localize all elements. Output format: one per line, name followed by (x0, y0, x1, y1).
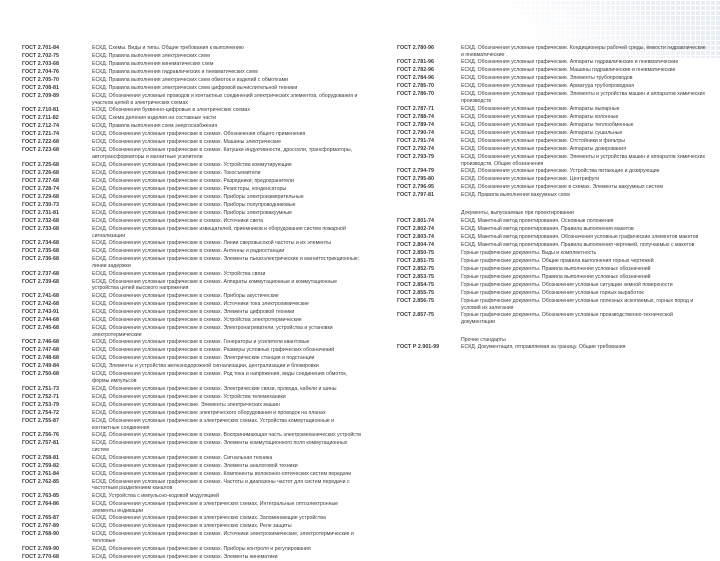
standard-title: ЕСКД. Обозначения условные графические в схемах. Сигнальная техника (92, 454, 273, 461)
standard-code: ГОСТ 2.732-68 (22, 217, 60, 224)
standard-row (397, 336, 707, 344)
standard-code: ГОСТ 2.762-85 (22, 478, 60, 485)
standard-code: ГОСТ 2.784-96 (397, 75, 435, 82)
standard-code: ГОСТ 2.744-68 (22, 317, 60, 324)
standard-title: ЕСКД. Обозначения условные графические в схемах. Катушки индуктивности, дроссели, трансформаторы, автотрансформаторы и магнитные усилители (92, 147, 353, 161)
standard-title: ЕСКД. Обозначения условные графические в схемах. Элементы коммутационного поля коммутационных систем (92, 440, 348, 453)
standard-title: ЕСКД. Обозначения условные графические. Аппараты теплообменные (461, 121, 634, 128)
standard-title: ЕСКД. Обозначения условные графические в схемах. Разрядники; предохранители (92, 177, 294, 184)
standard-row (22, 346, 362, 354)
standard-code: ГОСТ 2.764-86 (22, 501, 60, 508)
standard-row (22, 161, 362, 169)
standard-row (22, 278, 362, 292)
standard-code: ГОСТ 2.708-81 (22, 85, 60, 91)
standard-code: ГОСТ 2.763-85 (22, 493, 60, 500)
standard-code: ГОСТ 2.730-73 (22, 201, 60, 208)
standard-title: ЕСКД. Обозначения условные графические. Элементы и устройства машин и аппаратов химических производств. Общие обозначения (461, 153, 706, 167)
standard-code: ГОСТ 2.757-81 (22, 440, 60, 447)
standard-code: ГОСТ 2.851-75 (397, 257, 435, 264)
standard-row (397, 121, 707, 129)
standard-title: ЕСКД. Макетный метод проектирования. Основные положения (461, 217, 614, 224)
standard-code: ГОСТ 2.855-75 (397, 289, 435, 296)
standard-code: ГОСТ 2.789-74 (397, 121, 435, 128)
standard-title: ЕСКД. Обозначения условные графические в схемах. Компоненты волоконно-оптических систем передачи (92, 470, 352, 477)
standard-code: ГОСТ 2.770-68 (22, 553, 60, 560)
standard-row (22, 76, 362, 84)
standard-title: ЕСКД. Обозначения условные графические извещателей, приемников и оборудования систем пожарной сигнализации (92, 225, 346, 239)
standard-title: Горные графические документы. Общие правила выполнения горных чертежей (461, 257, 654, 264)
standard-code: ГОСТ 2.726-68 (22, 169, 60, 176)
standard-code: ГОСТ 2.781-96 (397, 59, 435, 66)
standard-row (22, 530, 362, 544)
standard-row (22, 417, 362, 431)
standard-title: ЕСКД. Обозначения условные графические. Аппараты выпарные (461, 105, 620, 112)
standard-code (397, 209, 461, 210)
standard-code: ГОСТ 2.795-80 (397, 176, 435, 183)
standard-code: ГОСТ 2.704-76 (22, 69, 60, 75)
standard-row (22, 401, 362, 409)
standard-code: ГОСТ 2.796-95 (397, 184, 435, 191)
standard-title: ЕСКД. Обозначения условные графические в электрических схемах. Интегральные оптоэлектронные элементы индикации (92, 501, 339, 514)
standard-title: ЕСКД. Обозначения условные графические в схемах. Токосъемители (92, 169, 261, 176)
standard-title: ЕСКД. Обозначения условные графические. Элементы трубопроводов (461, 75, 633, 82)
standard-row (397, 297, 707, 311)
section-gap (397, 199, 707, 209)
standard-code: ГОСТ 2.769-90 (22, 545, 60, 552)
standard-title: ЕСКД. Устройства с импульсно-кодовой модуляцией (92, 493, 220, 500)
standard-row (22, 522, 362, 530)
standard-row (397, 44, 707, 58)
standard-title: ЕСКД. Обозначения условные графические в схемах. Элементы кинематики (92, 553, 278, 560)
standard-row (22, 545, 362, 553)
standard-title: ЕСКД. Обозначения условные графические в схемах. Приборы акустические (92, 293, 279, 300)
standard-code: ГОСТ 2.792-74 (397, 145, 435, 152)
standard-title: ЕСКД. Элементы и устройства железнодорожной сигнализации, централизации и блокировки (92, 363, 319, 370)
standard-code: ГОСТ 2.727-68 (22, 177, 60, 184)
standard-code: ГОСТ 2.701-84 (22, 45, 60, 51)
right-column (397, 44, 707, 351)
standard-code: ГОСТ 2.804-74 (397, 241, 435, 248)
standard-row (22, 316, 362, 324)
standard-row (397, 233, 707, 241)
standard-row (397, 241, 707, 249)
standard-title: ЕСКД. Обозначения условные графические. Элементы электрических машин (92, 401, 280, 408)
standard-title: ЕСКД. Обозначения условные графические в схемах. Приборы полупроводниковые (92, 201, 296, 208)
standard-title: ЕСКД. Обозначения условные графические в схемах. Электрические связи, провода, кабели и шины (92, 385, 337, 392)
left-column (22, 44, 362, 561)
standard-code: ГОСТ 2.748-68 (22, 355, 60, 362)
standard-row (397, 129, 707, 137)
standard-title: ЕСКД. Обозначения условные графические в схемах. Элементы пьезоэлектрические и магнитострикционные; линии задержки (92, 256, 360, 269)
standard-row (22, 92, 362, 106)
standard-code: ГОСТ 2.747-68 (22, 347, 60, 354)
standard-title: ЕСКД. Обозначения буквенно-цифровые в электрических схемах (92, 107, 251, 114)
standard-title: ЕСКД. Обозначения условные графические. Аппараты сушильные (461, 129, 623, 136)
standard-code: ГОСТ 2.722-68 (22, 139, 60, 146)
standard-title: ЕСКД. Обозначения условные графические. Кондиционеры рабочей среды, ёмкости гидравлические и пневматические (461, 45, 706, 58)
standard-code: ГОСТ 2.752-71 (22, 393, 60, 400)
standard-row (22, 300, 362, 308)
standard-title: ЕСКД. Обозначения условные графические в схемах. Источники света (92, 217, 264, 224)
standard-code: ГОСТ 2.725-68 (22, 161, 60, 168)
standard-code: ГОСТ 2.856-75 (397, 297, 435, 304)
standard-code: ГОСТ 2.794-79 (397, 168, 435, 175)
standard-row (397, 191, 707, 199)
standard-title: ЕСКД. Обозначения условные графические в схемах. Генераторы и усилители квантовые (92, 339, 310, 346)
standard-title: ЕСКД. Документация, отправляемая за границу. Общие требования (461, 344, 626, 351)
standard-code: ГОСТ 2.790-74 (397, 129, 435, 136)
standard-title: ЕСКД. Правила выполнения электрических схем (92, 53, 210, 59)
standard-title: ЕСКД. Обозначения условные графические. Отстойники и фильтры (461, 137, 626, 144)
standard-row (397, 145, 707, 153)
standard-title: ЕСКД. Обозначения условные графические. Центрифуги (461, 176, 600, 183)
standard-title: Горные графические документы. Обозначения условные ситуации земной поверхности (461, 281, 673, 288)
standard-code: ГОСТ 2.761-84 (22, 470, 60, 477)
standard-row (397, 225, 707, 233)
standard-code: ГОСТ 2.803-74 (397, 233, 435, 240)
standard-row (22, 185, 362, 193)
standard-title: ЕСКД. Обозначения условные графические в электрических схемах. Реле защиты (92, 523, 292, 530)
standard-code: ГОСТ 2.850-75 (397, 249, 435, 256)
standard-code: ГОСТ 2.745-68 (22, 325, 60, 332)
standard-code: ГОСТ 2.731-81 (22, 209, 60, 216)
standard-title: ЕСКД. Правила выполнения вакуумных схем (461, 192, 570, 199)
standard-row (397, 273, 707, 281)
standard-row (22, 68, 362, 76)
standard-code: ГОСТ 2.702-75 (22, 53, 60, 59)
standard-row (22, 462, 362, 470)
standard-row (397, 265, 707, 273)
standard-row (397, 311, 707, 325)
standard-row (22, 470, 362, 478)
standard-title: ЕСКД. Макетный метод проектирования. Правила выполнения чертежей, получаемых с макетов (461, 241, 695, 248)
standard-title: ЕСКД. Макетный метод проектирования. Обозначения условные графические элементов макетов (461, 233, 699, 240)
standard-code: ГОСТ 2.754-72 (22, 409, 60, 416)
standard-title: ЕСКД. Обозначения условные графические в схемах. Антенны и радиостанции (92, 248, 285, 255)
standard-title: ЕСКД. Обозначения условные графические. Аппараты колонные (461, 113, 619, 120)
standard-title: ЕСКД. Обозначения условные графические в схемах. Электронагреватели, устройства и установки электротермические (92, 325, 333, 338)
standard-row (22, 385, 362, 393)
standard-row (397, 113, 707, 121)
standard-title: ЕСКД. Обозначения условные графические в схемах. Машины электрические (92, 139, 282, 146)
standard-row (397, 90, 707, 104)
standard-row (397, 137, 707, 145)
standard-row (22, 553, 362, 561)
standard-title: ЕСКД. Обозначения условные графические в схемах. Источники электрохимические, электротермические и тепловые (92, 531, 354, 545)
standard-code: ГОСТ 2.791-74 (397, 137, 435, 144)
standard-title: ЕСКД. Обозначения условные графические электрического оборудования и проводок на планах (92, 409, 326, 416)
standard-title: ЕСКД. Обозначения условные графические в схемах. Элементы цифровой техники (92, 309, 295, 316)
standard-row (22, 292, 362, 300)
standard-title: ЕСКД. Обозначения условные проводов и контактных соединений электрических элементов, оборудования и участков цепей в электрических схемах (92, 93, 358, 106)
standard-code: ГОСТ 2.852-75 (397, 265, 435, 272)
standard-row (397, 249, 707, 257)
standard-row (397, 105, 707, 113)
standard-row (22, 370, 362, 384)
standard-code: ГОСТ 2.729-68 (22, 193, 60, 200)
standard-code: ГОСТ 2.712-74 (22, 123, 60, 130)
standard-code: ГОСТ 2.787-71 (397, 105, 435, 112)
standard-code: ГОСТ 2.768-90 (22, 531, 60, 538)
standard-title: ЕСКД. Правила выполнения кинематических схем (92, 61, 214, 67)
standard-code: ГОСТ 2.786-70 (397, 91, 435, 98)
standard-code: ГОСТ 2.723-68 (22, 147, 60, 154)
standard-row (397, 167, 707, 175)
standard-row (22, 106, 362, 114)
standard-code: ГОСТ 2.857-75 (397, 312, 435, 319)
standard-code: ГОСТ 2.741-68 (22, 293, 60, 300)
section-gap (397, 326, 707, 336)
standard-row (22, 201, 362, 209)
standard-title: ЕСКД. Обозначения условные графические в схемах. Устройства связи (92, 270, 266, 277)
standard-code: ГОСТ 2.749-84 (22, 363, 60, 370)
standard-title: Прочие стандарты (461, 336, 506, 343)
standard-row (22, 44, 362, 52)
standard-title: ЕСКД. Схемы. Виды и типы. Общие требования к выполнению (92, 45, 244, 51)
standard-title: ЕСКД. Правила выполнения схем энергоснабжения (92, 123, 218, 130)
standard-code: ГОСТ 2.788-74 (397, 113, 435, 120)
standard-code: ГОСТ 2.709-89 (22, 93, 60, 99)
standard-title: Горные графические документы. Правила выполнения условных обозначений (461, 273, 651, 280)
standard-code: ГОСТ 2.751-73 (22, 385, 60, 392)
standard-row (22, 193, 362, 201)
standard-row (22, 209, 362, 217)
standard-title: ЕСКД. Правила выполнения электрических схем обмоток и изделий с обмотками (92, 77, 289, 83)
standard-title: ЕСКД. Обозначения условные графические. Элементы и устройства машин и аппаратов химических производств (461, 91, 706, 105)
standard-code: ГОСТ 2.797-81 (397, 192, 435, 199)
standard-row (397, 175, 707, 183)
standard-title: Горные графические документы. Обозначения условные производственно-технической документации (461, 312, 673, 326)
standard-code: ГОСТ 2.782-96 (397, 67, 435, 74)
standard-code: ГОСТ 2.753-79 (22, 401, 60, 408)
standard-row (22, 146, 362, 160)
standard-code: ГОСТ 2.785-70 (397, 83, 435, 90)
standard-title: ЕСКД. Обозначения условные графические в схемах. Электрические станции и подстанции (92, 355, 315, 362)
standard-row (397, 183, 707, 191)
standard-code: ГОСТ 2.767-89 (22, 523, 60, 530)
standard-title: ЕСКД. Обозначения условные графические. Аппараты гидравлические и пневматические (461, 59, 679, 66)
standard-row (397, 58, 707, 66)
standard-row (22, 270, 362, 278)
standard-title: ЕСКД. Обозначения условные графические в схемах. Обозначения общего применения (92, 131, 306, 138)
standard-code: ГОСТ 2.728-74 (22, 185, 60, 192)
standard-row (22, 122, 362, 130)
standard-row (22, 500, 362, 514)
standard-title: ЕСКД. Обозначения условные графические в схемах. Элементы вакуумных систем (461, 184, 663, 191)
standard-row (22, 217, 362, 225)
standard-row (397, 66, 707, 74)
standard-title: ЕСКД. Обозначения условные графические в схемах. Линии сверхвысокой частоты и их элементы (92, 240, 332, 247)
standard-title: ЕСКД. Обозначения условные графические в схемах. Устройства телемеханики (92, 393, 286, 400)
standard-row (22, 247, 362, 255)
standard-code: ГОСТ 2.758-81 (22, 454, 60, 461)
standard-code: ГОСТ 2.742-68 (22, 301, 60, 308)
standard-title: ЕСКД. Обозначения условные графические. Машины гидравлические и пневматические (461, 67, 676, 74)
standard-code: ГОСТ 2.710-81 (22, 107, 60, 114)
standard-title: ЕСКД. Обозначения условные графические в схемах. Род тока и напряжения, виды соединения обмоток, формы импульсов (92, 371, 348, 385)
standard-row (22, 84, 362, 92)
standard-title: ЕСКД. Схема деления изделия на составные части (92, 115, 217, 122)
standard-code: ГОСТ 2.733-68 (22, 225, 60, 232)
standard-row (22, 324, 362, 338)
standard-row (22, 514, 362, 522)
standard-row (22, 362, 362, 370)
standard-row (397, 209, 707, 217)
standard-row (22, 169, 362, 177)
standard-row (22, 409, 362, 417)
standard-title: ЕСКД. Обозначения условные графические в схемах. Размеры условных графических обозначений (92, 347, 335, 354)
standard-code: ГОСТ 2.853-75 (397, 273, 435, 280)
standard-code: ГОСТ 2.737-68 (22, 270, 60, 277)
standard-row (22, 60, 362, 68)
standard-row (397, 153, 707, 167)
standard-row (22, 308, 362, 316)
standard-title: ЕСКД. Обозначения условные графические в схемах. Воспринимающая часть электромеханических устройств (92, 432, 361, 439)
standard-row (22, 439, 362, 453)
standard-title: Документы, выпускаемые при проектировании (461, 210, 574, 217)
standard-title: ЕСКД. Обозначения условные графические в схемах. Приборы контроля и регулирования (92, 545, 311, 552)
standard-row (22, 114, 362, 122)
standard-title: ЕСКД. Обозначения условные графические в электрических схемах. Устройства коммутационные и контактные соединения (92, 417, 335, 431)
standard-code: ГОСТ 2.743-91 (22, 309, 60, 316)
standard-row (22, 492, 362, 500)
standard-code: ГОСТ 2.739-68 (22, 278, 60, 285)
standard-title: ЕСКД. Обозначения условные графические в схемах. Элементы аналоговой техники (92, 462, 298, 469)
standard-title: Горные графические документы. Правила выполнения условных обозначений (461, 265, 651, 272)
standard-title: ЕСКД. Обозначения условные графические в схемах. Аппараты коммутационные и коммутационные устройства цепей высокого напряжения (92, 278, 338, 292)
standard-code: ГОСТ 2.793-79 (397, 153, 435, 160)
standard-row (22, 52, 362, 60)
standard-code: ГОСТ 2.755-87 (22, 417, 60, 424)
standard-code: ГОСТ 2.734-68 (22, 240, 60, 247)
standard-title: ЕСКД. Обозначения условные графические в схемах. Частоты и диапазоны частот для систем передачи с частотным разделением каналов (92, 478, 350, 492)
standard-code: ГОСТ 2.703-68 (22, 61, 60, 67)
standard-title: ЕСКД. Обозначения условные графические в схемах. Приборы электроизмерительные (92, 193, 304, 200)
standard-title: ЕСКД. Обозначения условные графические. Устройства питающие и дозирующие (461, 168, 660, 175)
standard-code: ГОСТ 2.711-82 (22, 115, 59, 122)
standard-row (22, 338, 362, 346)
standard-row (397, 257, 707, 265)
standard-row (397, 289, 707, 297)
standard-title: ЕСКД. Обозначения условные графические в схемах. Устройства коммутирующие (92, 161, 292, 168)
standard-row (22, 393, 362, 401)
standard-code: ГОСТ 2.765-87 (22, 515, 60, 522)
standard-row (397, 343, 707, 351)
standard-code: ГОСТ 2.854-75 (397, 281, 435, 288)
standard-row (397, 217, 707, 225)
standard-title: ЕСКД. Макетный метод проектирования. Правила выполнения макетов (461, 225, 634, 232)
standard-row (397, 74, 707, 82)
standard-row (22, 431, 362, 439)
standard-code: ГОСТ 2.801-74 (397, 217, 435, 224)
standard-row (22, 130, 362, 138)
standard-code: ГОСТ 2.736-68 (22, 256, 60, 263)
standard-code: ГОСТ 2.705-70 (22, 77, 60, 83)
standard-row (22, 478, 362, 492)
standard-title: ЕСКД. Обозначения условные графические. Аппараты дозирования (461, 145, 627, 152)
standard-code: ГОСТ Р 2.901-99 (397, 344, 440, 351)
standard-title: Горные графические документы. Обозначения условные полезных ископаемых, горных пород и условий их залегания (461, 297, 694, 311)
standard-row (22, 239, 362, 247)
standard-row (22, 354, 362, 362)
standard-row (22, 138, 362, 146)
standard-row (22, 454, 362, 462)
standard-code: ГОСТ 2.735-68 (22, 248, 60, 255)
standard-title: ЕСКД. Обозначения условные графические. Арматура трубопроводная (461, 83, 634, 90)
standard-title: ЕСКД. Обозначения условные графические в электрических схемах. Запоминающие устройства (92, 515, 326, 522)
standard-code: ГОСТ 2.721-74 (22, 131, 60, 138)
standard-title: ЕСКД. Обозначения условные графические в схемах. Резисторы, конденсаторы (92, 185, 287, 192)
standard-title: Горные графические документы. Обозначения условные горных выработок (461, 289, 644, 296)
standard-title: Горные графические документы. Виды и комплектность (461, 249, 597, 256)
standard-title: ЕСКД. Правила выполнения электрических схем цифровой вычислительной техники (92, 85, 298, 91)
standard-title: ЕСКД. Обозначения условные графические в схемах. Устройства электротермические (92, 317, 302, 324)
standard-code: ГОСТ 2.746-68 (22, 339, 60, 346)
standard-title: ЕСКД. Обозначения условные графические в схемах. Источники тока электрохимические (92, 301, 309, 308)
standard-code: ГОСТ 2.802-74 (397, 225, 435, 232)
standard-code: ГОСТ 2.756-76 (22, 432, 60, 439)
standard-code: ГОСТ 2.750-68 (22, 371, 60, 378)
standard-row (397, 82, 707, 90)
standard-row (22, 225, 362, 239)
standard-code: ГОСТ 2.759-82 (22, 462, 60, 469)
standard-title: ЕСКД. Обозначения условные графические в схемах. Приборы электровакуумные (92, 209, 292, 216)
standard-row (22, 177, 362, 185)
standard-row (22, 255, 362, 269)
standard-code (397, 336, 461, 337)
standard-code: ГОСТ 2.780-96 (397, 45, 435, 51)
standard-row (397, 281, 707, 289)
standard-title: ЕСКД. Правила выполнения гидравлических и пневматических схем (92, 69, 258, 75)
